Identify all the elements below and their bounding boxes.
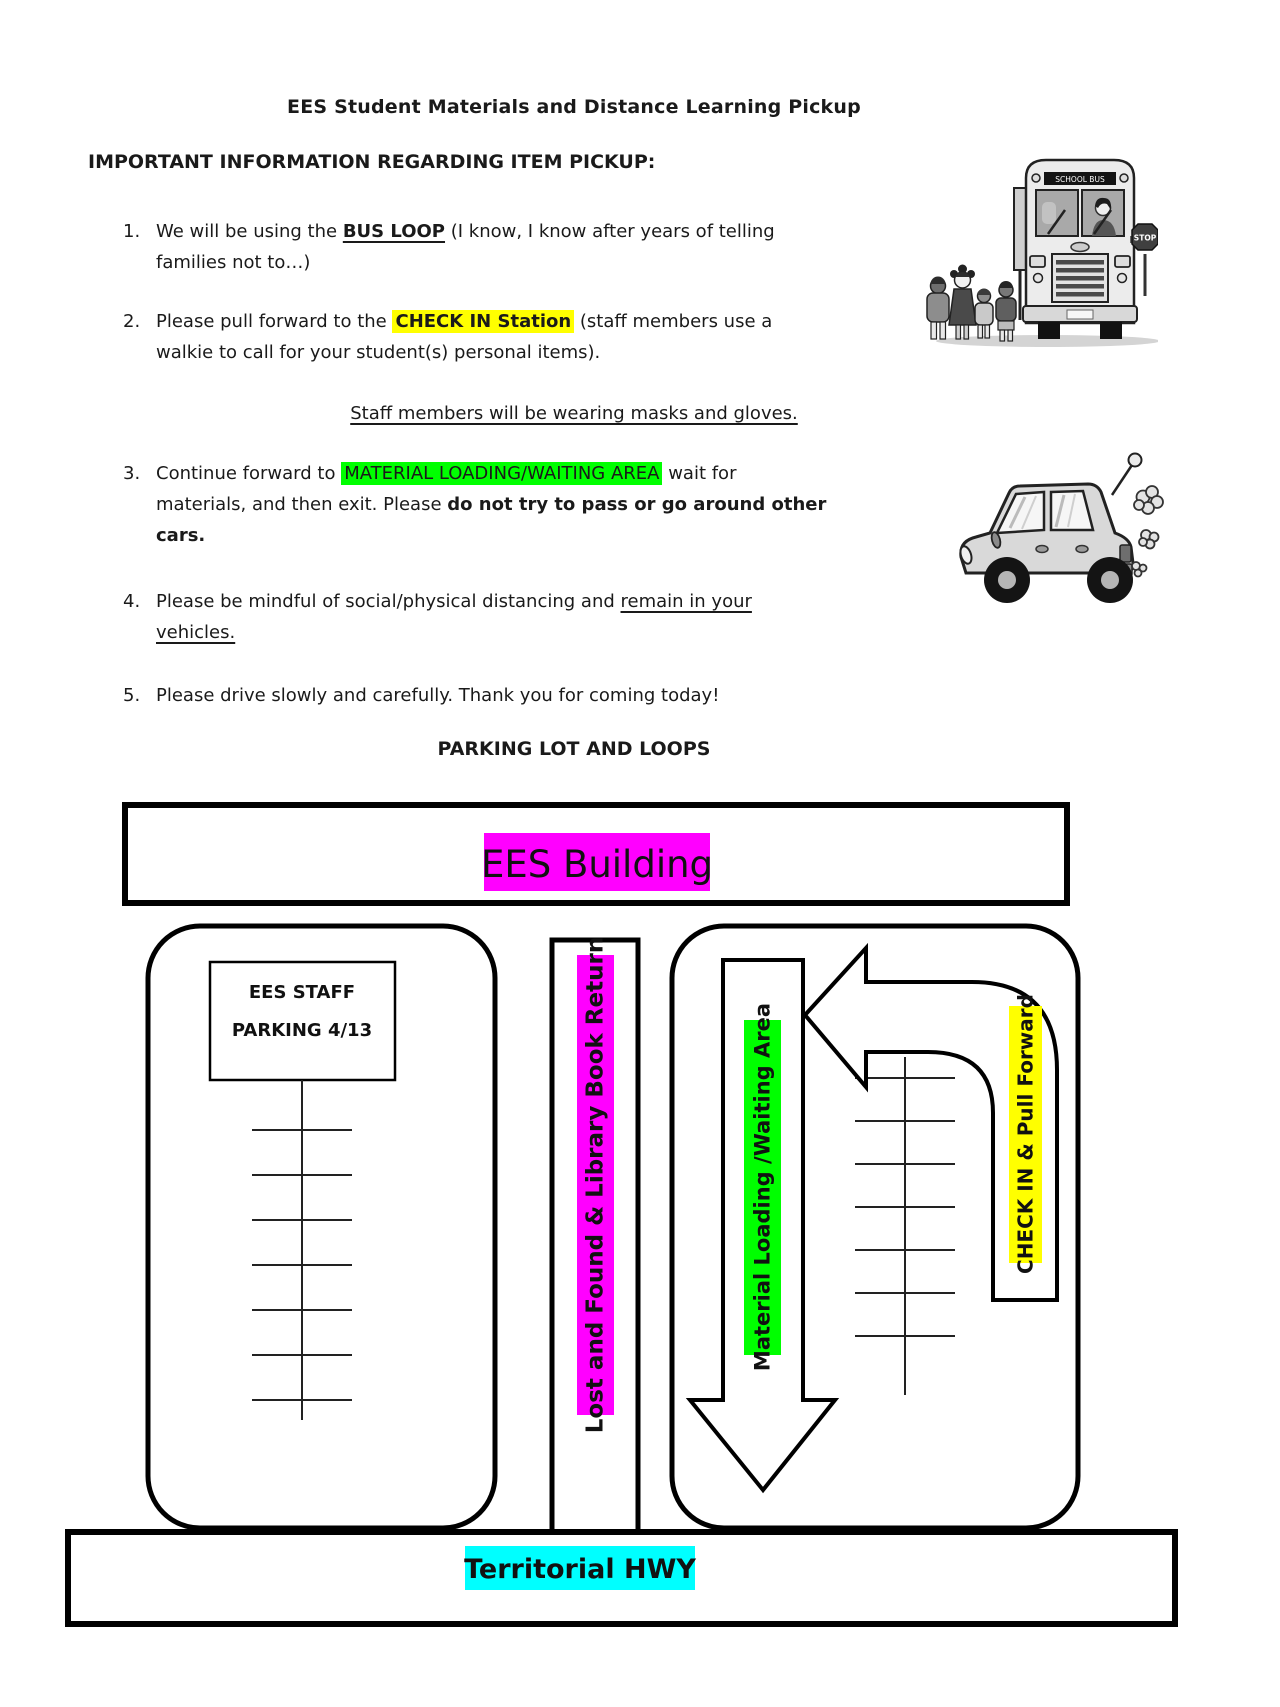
bus-front [1014,160,1158,339]
item2-line1: Please pull forward to the CHECK IN Station (staff members use a [156,311,773,332]
diagram-heading: PARKING LOT AND LOOPS [437,738,711,760]
bus-emblem [1071,243,1089,252]
list-number-3: 3. [123,463,141,484]
hub-front [998,571,1016,589]
list-item-1 [123,216,775,278]
section-header: IMPORTANT INFORMATION REGARDING ITEM PICKUP: [88,151,656,173]
item3-line3: cars. [156,525,206,546]
headlight-left [1030,256,1045,267]
ees-building-label: EES Building [480,843,714,886]
material-area-highlight: MATERIAL LOADING/WAITING AREA [341,462,662,485]
lost-found-label: Lost and Found & Library Book Return [582,936,609,1434]
item4-line2: vehicles. [156,622,236,643]
exhaust-puff-small [1132,562,1147,577]
item3-line1: Continue forward to MATERIAL LOADING/WAITING AREA wait for [156,463,737,484]
student-1 [927,277,949,340]
staff-sign-line1: EES STAFF [248,982,356,1003]
item1-line1: We will be using the BUS LOOP (I know, I know after years of telling [156,221,775,242]
bus-wheel-left [1038,322,1060,339]
door-handle-front [1036,546,1048,553]
material-label: Material Loading /Waiting Area [750,1002,775,1372]
tail-light-upper [1120,545,1131,562]
car-side-view [958,454,1141,604]
bus-marker-light-right [1120,174,1128,182]
page-title: EES Student Materials and Distance Learning Pickup [287,96,861,118]
windshield-reflection [1042,202,1056,224]
bus-wheel-right [1100,322,1122,339]
car-clipart [952,445,1167,625]
exhaust-puffs [1132,486,1163,577]
highway-label: Territorial HWY [464,1554,696,1585]
item2-line2: walkie to call for your student(s) personal items). [156,342,601,363]
fog-light-left [1034,274,1043,283]
staff-sign-line2: PARKING 4/13 [231,1020,373,1041]
list-number-1: 1. [123,221,141,242]
stop-sign-text: STOP [1133,233,1157,243]
car-antenna [1112,465,1132,495]
check-in-highlight: CHECK IN Station [392,310,574,333]
masks-note: Staff members will be wearing masks and gloves. [350,403,798,424]
item1-line2: families not to…) [156,252,311,273]
students-group [927,265,1016,342]
item5-line1: Please drive slowly and carefully. Thank you for coming today! [156,685,720,706]
list-number-4: 4. [123,591,141,612]
exhaust-puff-large [1134,486,1163,514]
student-3 [975,289,993,339]
license-plate [1067,310,1093,319]
fog-light-right [1118,274,1127,283]
bus-loop-emphasis: BUS LOOP [342,221,446,242]
student-4 [996,281,1016,341]
bus-sign-text: SCHOOL BUS [1055,175,1105,184]
hub-rear [1101,571,1119,589]
headlight-right [1115,256,1130,267]
bus-door-strip [1014,188,1026,270]
exhaust-puff-medium [1139,530,1159,549]
list-number-5: 5. [123,685,141,706]
door-handle-rear [1076,546,1088,553]
item4-line1: Please be mindful of social/physical distancing and remain in your [156,591,752,612]
list-item-4 [123,586,752,648]
list-item-5 [123,680,719,711]
checkin-label: CHECK IN & Pull Forward [1013,994,1038,1274]
parking-diagram [60,795,1200,1665]
list-number-2: 2. [123,311,141,332]
bus-marker-light-left [1032,174,1040,182]
school-bus-clipart [858,138,1158,350]
item3-line2: materials, and then exit. Please do not try to pass or go around other [156,494,827,515]
list-item-2 [123,306,772,368]
antenna-ball [1129,454,1142,467]
student-2 [949,265,976,340]
list-item-3 [123,458,826,551]
